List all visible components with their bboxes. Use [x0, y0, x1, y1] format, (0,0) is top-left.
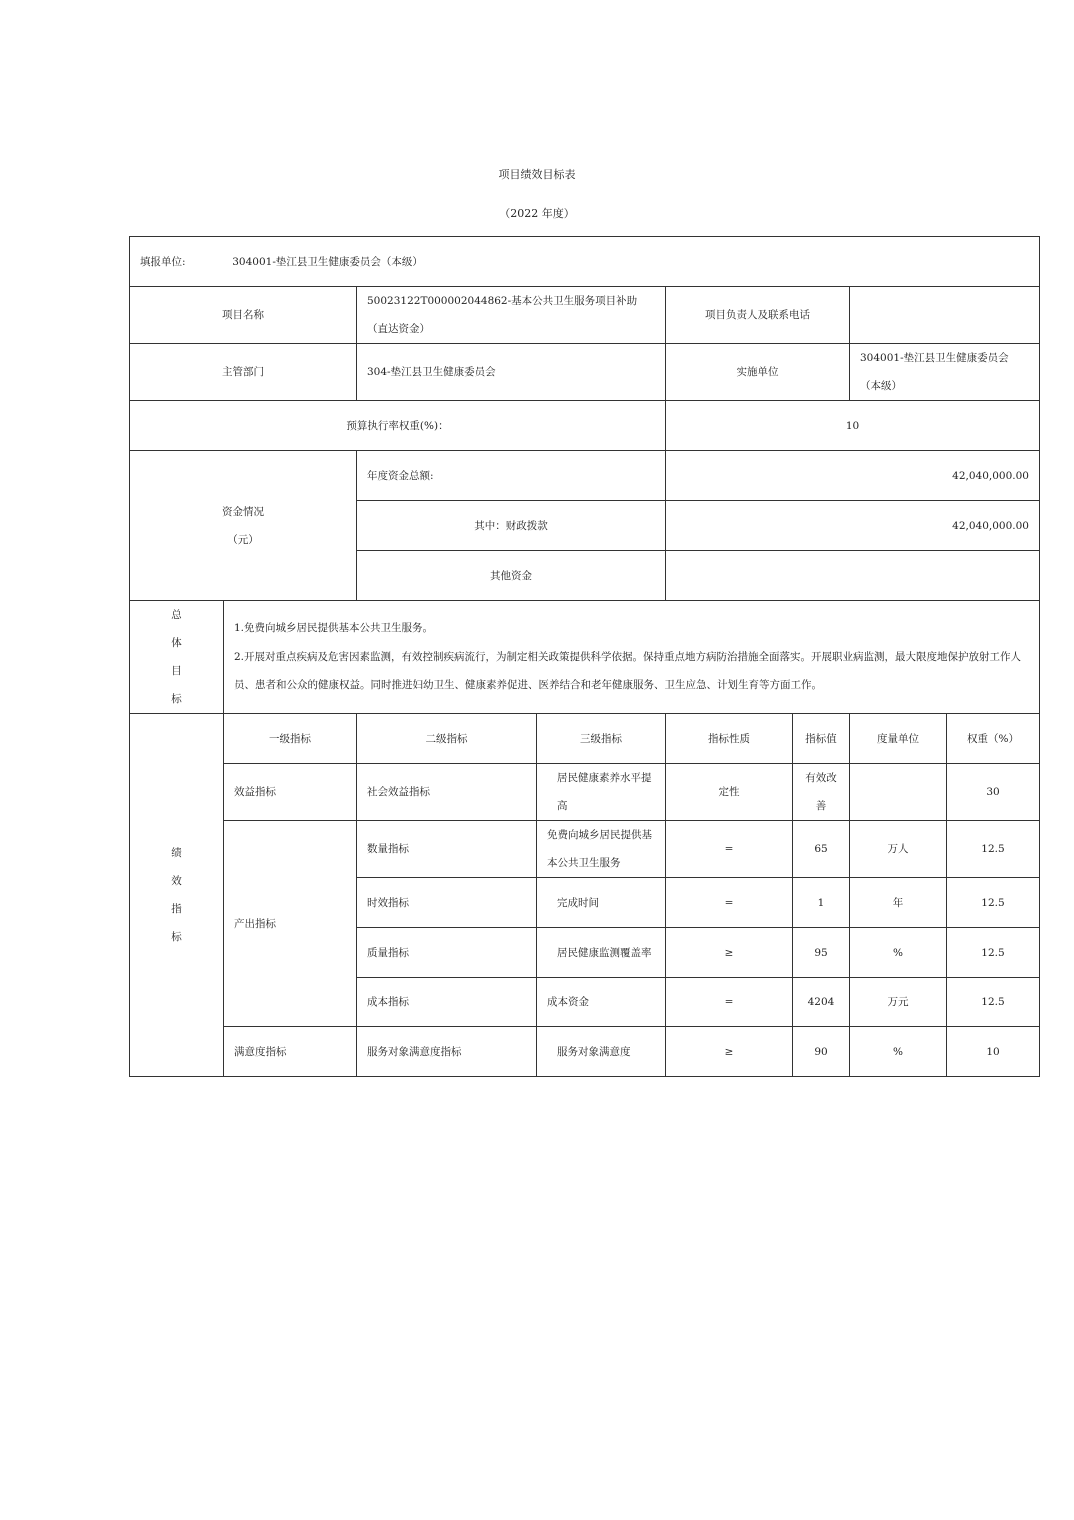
satisfaction-unit: % [850, 1027, 947, 1077]
contact-label: 项目负责人及联系电话 [666, 287, 850, 344]
department-value: 304-垫江县卫生健康委员会 [357, 344, 666, 401]
impl-unit-label: 实施单位 [666, 344, 850, 401]
header-value: 指标值 [793, 714, 850, 764]
project-name-label: 项目名称 [130, 287, 357, 344]
overall-goal-char: 总 [171, 609, 182, 621]
output-unit: 年 [850, 878, 947, 928]
overall-goal-char: 目 [171, 665, 182, 677]
indicators-char: 指 [171, 903, 182, 915]
overall-goal-char: 体 [171, 637, 182, 649]
overall-goal-char: 标 [171, 693, 182, 705]
output-level1: 产出指标 [224, 821, 357, 1027]
output-unit: 万元 [850, 978, 947, 1027]
annual-funds-value: 42,040,000.00 [666, 451, 1040, 501]
reporting-unit-label: 填报单位: [140, 255, 186, 268]
satisfaction-level3: 服务对象满意度 [537, 1027, 666, 1077]
indicators-label [130, 714, 224, 1077]
overall-goal-1: 1.免费向城乡居民提供基本公共卫生服务。 [234, 622, 434, 635]
satisfaction-weight: 10 [947, 1027, 1040, 1077]
overall-goal-label [130, 601, 224, 714]
funds-label-line2: （元） [227, 533, 259, 546]
annual-funds-label: 年度资金总额: [357, 451, 666, 501]
output-weight: 12.5 [947, 928, 1040, 978]
other-funds-label: 其他资金 [357, 551, 666, 601]
performance-table [129, 236, 1040, 1077]
funds-label [130, 451, 357, 601]
output-value: 1 [793, 878, 850, 928]
benefit-level1: 效益指标 [224, 764, 357, 821]
document-year: （2022 年度） [499, 207, 575, 220]
table-row [130, 821, 1040, 878]
output-unit: 万人 [850, 821, 947, 878]
output-unit: % [850, 928, 947, 978]
output-level2: 时效指标 [357, 878, 537, 928]
output-value: 95 [793, 928, 850, 978]
funds-label-line1: 资金情况 [222, 505, 264, 518]
output-level2: 数量指标 [357, 821, 537, 878]
indicators-char: 绩 [171, 847, 182, 859]
benefit-unit [850, 764, 947, 821]
overall-goal-content [224, 601, 1040, 714]
budget-weight-value: 10 [666, 401, 1040, 451]
output-nature: = [666, 821, 793, 878]
impl-unit-value: 304001-垫江县卫生健康委员会（本级） [850, 344, 1040, 401]
output-nature: ≥ [666, 928, 793, 978]
fiscal-funds-value: 42,040,000.00 [666, 501, 1040, 551]
table-row [130, 764, 1040, 821]
fiscal-funds-label: 其中：财政拨款 [357, 501, 666, 551]
output-weight: 12.5 [947, 821, 1040, 878]
output-nature: = [666, 878, 793, 928]
output-level3: 成本资金 [537, 978, 666, 1027]
benefit-weight: 30 [947, 764, 1040, 821]
benefit-level2: 社会效益指标 [357, 764, 537, 821]
output-level2: 质量指标 [357, 928, 537, 978]
project-name-value: 50023122T000002044862-基本公共卫生服务项目补助（直达资金） [357, 287, 666, 344]
benefit-nature: 定性 [666, 764, 793, 821]
output-weight: 12.5 [947, 878, 1040, 928]
table-row [130, 1027, 1040, 1077]
output-level3: 完成时间 [537, 878, 666, 928]
contact-value [850, 287, 1040, 344]
indicators-char: 标 [171, 931, 182, 943]
output-level2: 成本指标 [357, 978, 537, 1027]
output-level3: 免费向城乡居民提供基本公共卫生服务 [537, 821, 666, 878]
header-level3: 三级指标 [537, 714, 666, 764]
satisfaction-level1: 满意度指标 [224, 1027, 357, 1077]
department-label: 主管部门 [130, 344, 357, 401]
header-weight: 权重（%） [947, 714, 1040, 764]
output-nature: = [666, 978, 793, 1027]
reporting-unit-row [130, 237, 1040, 287]
benefit-value: 有效改善 [793, 764, 850, 821]
benefit-level3: 居民健康素养水平提高 [537, 764, 666, 821]
satisfaction-nature: ≥ [666, 1027, 793, 1077]
header-unit: 度量单位 [850, 714, 947, 764]
overall-goal-2: 2.开展对重点疾病及危害因素监测，有效控制疾病流行，为制定相关政策提供科学依据。保持重点地方病防治措施全面落实。开展职业病监测，最大限度地保护放射工作人员、患者和公众的健康权益。同时推进妇幼卫生、健康素养促进、医养结合和老年健康服务、卫生应急、计划生育等方面工作。 [234, 650, 1022, 692]
header-level1: 一级指标 [224, 714, 357, 764]
output-value: 4204 [793, 978, 850, 1027]
document-title: 项目绩效目标表 [498, 168, 576, 181]
output-level3: 居民健康监测覆盖率 [537, 928, 666, 978]
indicators-char: 效 [171, 875, 182, 887]
satisfaction-level2: 服务对象满意度指标 [357, 1027, 537, 1077]
satisfaction-value: 90 [793, 1027, 850, 1077]
budget-weight-label: 预算执行率权重(%)： [130, 401, 666, 451]
reporting-unit-value: 304001-垫江县卫生健康委员会（本级） [232, 255, 423, 268]
output-value: 65 [793, 821, 850, 878]
header-level2: 二级指标 [357, 714, 537, 764]
header-nature: 指标性质 [666, 714, 793, 764]
output-weight: 12.5 [947, 978, 1040, 1027]
other-funds-value [666, 551, 1040, 601]
